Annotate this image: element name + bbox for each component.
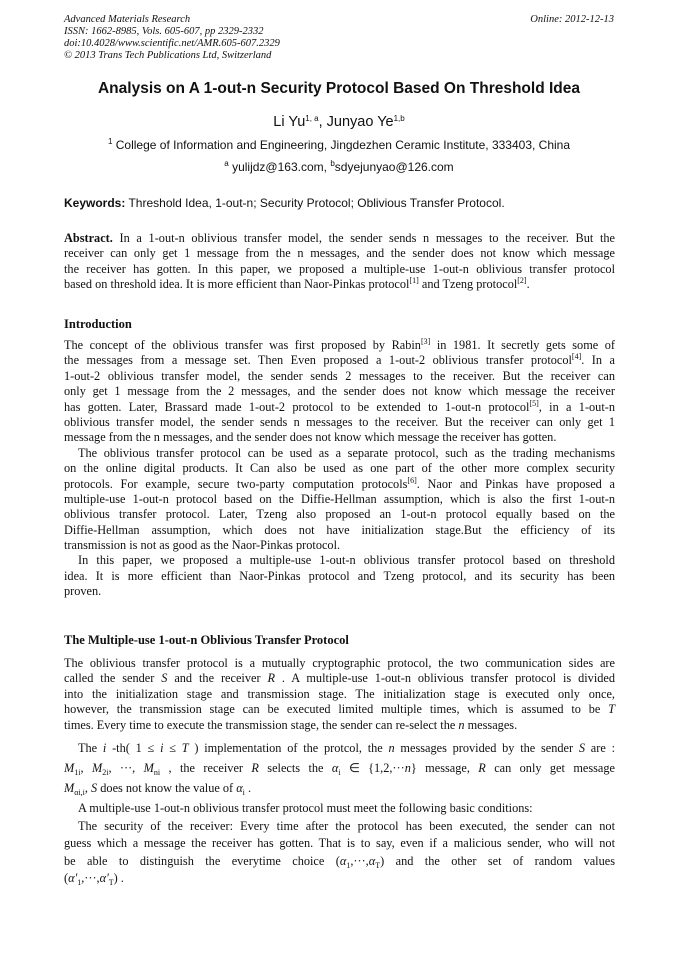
- math-symbol: i: [160, 741, 164, 755]
- text: In a 1-out-n oblivious transfer model, the sender sends n messages to the receiver. But the: [112, 231, 615, 245]
- email: yulijdz@163.com,: [228, 160, 331, 174]
- text: based on threshold idea. It is more efficient than Naor-Pinkas protocol: [64, 277, 410, 292]
- text: ) and the other set of random values: [380, 853, 615, 868]
- text: , ···,: [108, 761, 144, 775]
- text: idea. It is more efficient than Naor-Pinkas protocol and Tzeng protocol, and its security has been: [64, 568, 615, 583]
- text-line: [64, 758, 615, 778]
- text-line: [64, 446, 615, 461]
- subscript: ni: [153, 768, 161, 777]
- text: message from the n messages, and the sender does not know which message the receiver has gotten.: [64, 430, 557, 445]
- math-symbol: R: [267, 671, 275, 686]
- math-symbol: S: [91, 781, 98, 795]
- copyright: © 2013 Trans Tech Publications Ltd, Switzerland: [64, 50, 272, 61]
- subscript: 2i: [102, 768, 109, 777]
- email-mark: a: [224, 159, 229, 168]
- text: A multiple-use 1-out-n oblivious transfer protocol must meet the following basic conditions:: [78, 801, 533, 815]
- text-line: [64, 569, 615, 584]
- text-line: [64, 778, 615, 798]
- text: guess which a message the receiver has gotten. That is to say, even if a malicious sender, who will not: [64, 836, 615, 850]
- subscript: T: [375, 860, 381, 870]
- text: 1-out-2 oblivious transfer model, the sender sends 2 messages to the receiver. But the receiver can: [64, 368, 615, 383]
- doi: doi:10.4028/www.scientific.net/AMR.605-607.2329: [64, 38, 280, 49]
- math-symbol: n: [458, 717, 465, 732]
- keywords-text: Threshold Idea, 1-out-n; Security Protocol; Oblivious Transfer Protocol.: [125, 196, 505, 210]
- section-body: [64, 656, 615, 733]
- text: ) .: [113, 871, 124, 885]
- text: on the online digital products. It Can also be used as one part of the other more complex security: [64, 461, 615, 476]
- text: , the receiver: [160, 761, 252, 775]
- text: (: [64, 871, 69, 885]
- text: proven.: [64, 584, 102, 599]
- citation: [5]: [529, 398, 539, 408]
- text-line: [64, 702, 615, 717]
- text-line: [64, 231, 615, 246]
- math-symbol: T: [608, 702, 615, 717]
- text: are :: [585, 741, 615, 755]
- citation: [4]: [571, 352, 582, 362]
- text-line: [64, 800, 615, 818]
- author-name: Li Yu: [273, 114, 306, 130]
- math-symbol: M: [143, 761, 154, 775]
- section-body: [64, 738, 615, 798]
- text: The oblivious transfer protocol is a mutually cryptographic protocol, the two communication sides are: [64, 656, 615, 670]
- emails: [0, 160, 678, 174]
- text: } message,: [410, 761, 479, 775]
- text: ,···,: [350, 853, 369, 868]
- keywords: [64, 196, 505, 210]
- text-line: [64, 400, 615, 415]
- math-symbol: α: [339, 853, 347, 868]
- bold-label: Abstract.: [64, 231, 113, 245]
- text-line: [64, 584, 615, 599]
- text: .: [244, 781, 252, 795]
- text: in 1981. It secretly gets some of: [430, 338, 615, 352]
- text: however, the transmission stage can be executed limited multiple times, which is assumed to be: [64, 702, 609, 717]
- text-line: [64, 818, 615, 836]
- text: into the initialization stage and transmission stage. The initialization stage is executed only once,: [64, 686, 615, 701]
- text-line: [64, 835, 615, 853]
- text: . In a: [581, 353, 615, 368]
- text: the receiver has gotten. In this paper, we proposed a multiple-use 1-out-n oblivious transfer protocol: [64, 261, 615, 276]
- text: The: [78, 741, 103, 755]
- text: messages.: [464, 717, 518, 732]
- author-name: Junyao Ye: [326, 114, 394, 130]
- text-line: [64, 738, 615, 758]
- text: ) implementation of the protcol, the: [188, 741, 389, 755]
- text-line: [64, 384, 615, 399]
- section-body: [64, 800, 615, 888]
- text: The security of the receiver: Every time after the protocol has been executed, the sender can not: [78, 818, 615, 833]
- text: ≤: [163, 741, 182, 755]
- text-line: [64, 853, 615, 871]
- text-line: [64, 430, 615, 445]
- text: and Tzeng protocol: [418, 277, 518, 292]
- text-line: [64, 262, 615, 277]
- citation: [6]: [407, 475, 417, 485]
- subscript: i: [242, 788, 245, 797]
- abstract: [64, 231, 615, 293]
- text-line: [64, 369, 615, 384]
- paper-title: Analysis on A 1-out-n Security Protocol Based On Threshold Idea: [97, 80, 580, 97]
- text: ,: [80, 761, 92, 775]
- text: called the sender: [64, 671, 162, 686]
- text-line: [64, 538, 615, 553]
- affil-text: College of Information and Engineering, Jingdezhen Ceramic Institute, 333403, China: [112, 138, 571, 152]
- text-line: [64, 553, 615, 568]
- math-symbol: n: [388, 741, 395, 755]
- math-symbol: α': [99, 871, 109, 885]
- citation: [3]: [420, 337, 431, 346]
- text: be able to distinguish the everytime choice (: [64, 853, 340, 868]
- math-symbol: M: [91, 761, 103, 775]
- text: messages provided by the sender: [394, 741, 579, 755]
- separator: ,: [318, 114, 327, 130]
- math-symbol: S: [161, 671, 168, 686]
- math-symbol: α: [368, 853, 376, 868]
- text: receiver can only get 1 message from the n messages, and the sender does not know which message: [64, 246, 615, 261]
- text: oblivious transfer protocol. Later, Tzeng also proposed an 1-out-n protocol equally based on the: [64, 507, 615, 522]
- text: oblivious transfer model, the sender sends n messages to the receiver. But the receiver can only get 1: [64, 414, 615, 429]
- keywords-label: Keywords:: [64, 196, 126, 210]
- math-symbol: α': [68, 871, 78, 885]
- text-line: [64, 353, 615, 368]
- author-affil: 1, a: [305, 114, 319, 123]
- email-mark: b: [330, 159, 335, 168]
- text: , in a 1-out-n: [538, 399, 615, 414]
- text: has gotten. Later, Brassard made 1-out-2 protocol to be extended to 1-out-n protocol: [64, 399, 530, 414]
- text-line: [64, 492, 615, 507]
- text: multiple-use 1-out-n protocol based on the Diffie-Hellman assumption, which is also the first 1-out-n: [64, 491, 615, 506]
- text: selects the: [258, 761, 332, 775]
- text: and the receiver: [167, 671, 268, 686]
- text-line: [64, 415, 615, 430]
- text: Diffie-Hellman assumption, which does not have initialization stage.But the efficiency of its: [64, 522, 615, 537]
- text: only get 1 message from the 2 messages, and the sender does not know which message the receiver: [64, 384, 615, 399]
- text-line: [64, 461, 615, 476]
- text: transmission is not as good as the Naor-Pinkas protocol.: [64, 538, 341, 553]
- affil-mark: 1: [107, 137, 113, 146]
- text-line: [64, 687, 615, 702]
- text: .: [526, 277, 530, 292]
- text-line: [64, 870, 615, 888]
- online-date: Online: 2012-12-13: [530, 14, 614, 25]
- email: sdyejunyao@126.com: [334, 160, 454, 174]
- math-symbol: M: [64, 781, 75, 795]
- issn: ISSN: 1662-8985, Vols. 605-607, pp 2329-2332: [64, 26, 264, 37]
- math-symbol: R: [478, 761, 486, 775]
- text: protocols. For example, secure two-party computation protocols: [64, 476, 408, 491]
- text: -th( 1 ≤: [106, 741, 161, 755]
- text-line: [64, 656, 615, 671]
- text: times. Every time to execute the transmission stage, the sender can re-select the: [64, 717, 459, 732]
- subscript: T: [108, 878, 114, 887]
- text: . Naor and Pinkas have proposed a: [416, 476, 615, 491]
- text: In this paper, we proposed a multiple-use 1-out-n oblivious transfer protocol based on threshold: [78, 553, 615, 568]
- text: . A multiple-use 1-out-n oblivious transfer protocol is divided: [275, 671, 615, 686]
- citation: [1]: [409, 276, 419, 286]
- journal-name: Advanced Materials Research: [64, 14, 191, 25]
- journal-meta: [64, 14, 280, 62]
- citation: [2]: [517, 276, 527, 286]
- math-symbol: M: [64, 761, 75, 775]
- math-symbol: i: [102, 741, 107, 755]
- text: ∈ {1,2,···: [340, 761, 405, 775]
- author-affil: 1,b: [393, 114, 405, 123]
- subscript: 1: [346, 860, 351, 870]
- text-line: [64, 671, 615, 686]
- authors: [0, 114, 678, 130]
- affiliation: [0, 138, 678, 152]
- text: The oblivious transfer protocol can be used as a separate protocol, such as the trading mechanisms: [78, 445, 615, 460]
- text: ,···,: [81, 871, 100, 885]
- math-symbol: S: [578, 741, 586, 755]
- heading-protocol-section: The Multiple-use 1-out-n Oblivious Transfer Protocol: [64, 633, 349, 647]
- math-symbol: T: [181, 741, 189, 755]
- subscript: 1i: [74, 768, 81, 777]
- text-line: [64, 718, 615, 733]
- introduction-body: [64, 338, 615, 600]
- math-symbol: α: [236, 781, 243, 795]
- math-symbol: n: [404, 761, 411, 775]
- text: ,: [84, 781, 92, 795]
- text-line: [64, 523, 615, 538]
- subscript: 1: [77, 878, 82, 887]
- text: the messages from a message set. Then Even proposed a 1-out-2 oblivious transfer protocol: [64, 353, 572, 368]
- subscript: αi,i: [74, 788, 85, 797]
- text-line: [64, 477, 615, 492]
- text-line: [64, 246, 615, 261]
- text-line: [64, 338, 615, 353]
- subscript: i: [338, 768, 341, 777]
- math-symbol: α: [331, 761, 339, 775]
- text-line: [64, 277, 615, 292]
- text: The concept of the oblivious transfer was first proposed by Rabin: [64, 338, 421, 352]
- text-line: [64, 507, 615, 522]
- text: can only get message: [485, 761, 615, 775]
- heading-introduction: Introduction: [64, 317, 132, 331]
- text: does not know the value of: [97, 781, 237, 795]
- math-symbol: R: [251, 761, 259, 775]
